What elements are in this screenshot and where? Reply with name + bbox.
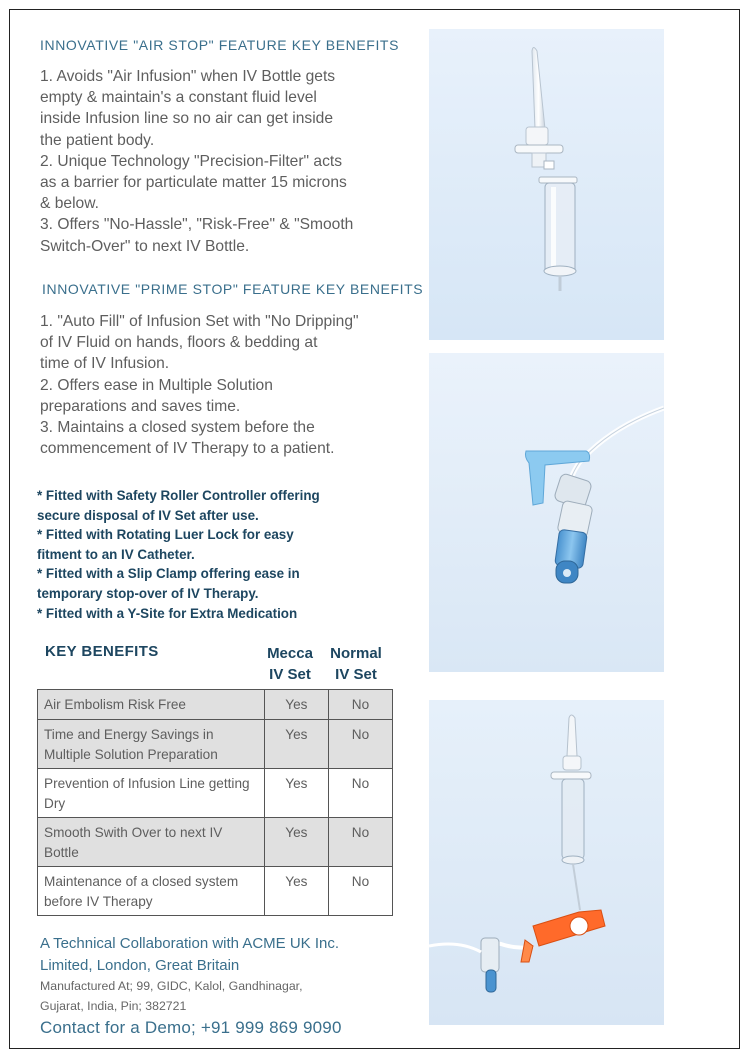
mecca-header-line: Mecca (267, 645, 313, 662)
normal-value: No (328, 690, 392, 720)
table-row (38, 818, 393, 867)
address-line: Gujarat, India, Pin; 382721 (40, 999, 187, 1013)
normal-header-line: IV Set (335, 666, 377, 683)
air-stop-line: Switch-Over" to next IV Bottle. (40, 237, 250, 255)
prime-stop-heading: INNOVATIVE "PRIME STOP" FEATURE KEY BENEFITS (42, 281, 424, 297)
collaboration-note (40, 933, 410, 976)
full-iv-set-photo (429, 700, 664, 1025)
mecca-value: Yes (264, 720, 328, 769)
air-stop-benefits (40, 66, 385, 257)
air-stop-line: inside Infusion line so no air can get inside (40, 110, 333, 128)
key-benefits-table (37, 689, 393, 916)
prime-stop-benefits (40, 311, 385, 459)
feature-line: * Fitted with a Slip Clamp offering ease in (37, 566, 300, 582)
table-row (38, 867, 393, 916)
air-stop-line: the patient body. (40, 131, 155, 149)
benefit-label: Air Embolism Risk Free (38, 690, 265, 720)
air-stop-line: 1. Avoids "Air Infusion" when IV Bottle gets (40, 68, 336, 85)
mecca-column-header (262, 643, 318, 685)
benefit-label: Maintenance of a closed system before IV Therapy (38, 867, 265, 916)
address-line: Manufactured At; 99, GIDC, Kalol, Gandhinagar, (40, 979, 303, 993)
air-stop-drip-chamber-photo (429, 29, 664, 340)
prime-stop-line: of IV Fluid on hands, floors & bedding at (40, 334, 318, 352)
air-stop-line: 2. Unique Technology "Precision-Filter" acts (40, 152, 343, 170)
prime-stop-luer-photo (429, 353, 664, 672)
normal-value: No (328, 720, 392, 769)
feature-list (37, 486, 367, 623)
prime-stop-line: time of IV Infusion. (40, 355, 170, 373)
normal-value: No (328, 867, 392, 916)
table-row (38, 720, 393, 769)
benefit-label: Smooth Swith Over to next IV Bottle (38, 818, 265, 867)
manufacturer-address (40, 976, 390, 1016)
prime-stop-line: 3. Maintains a closed system before the (40, 419, 315, 437)
air-stop-line: 3. Offers "No-Hassle", "Risk-Free" & "Smooth (40, 216, 354, 234)
key-benefits-title: KEY BENEFITS (45, 643, 159, 660)
prime-stop-line: 1. "Auto Fill" of Infusion Set with "No Dripping" (40, 313, 359, 330)
feature-line: * Fitted with Safety Roller Controller offering (37, 488, 320, 503)
benefit-label: Prevention of Infusion Line getting Dry (38, 769, 265, 818)
normal-column-header (326, 643, 386, 685)
normal-header-line: Normal (330, 645, 382, 662)
feature-line: fitment to an IV Catheter. (37, 546, 195, 562)
normal-value: No (328, 769, 392, 818)
collaboration-line: A Technical Collaboration with ACME UK Inc. (40, 935, 340, 952)
prime-stop-line: 2. Offers ease in Multiple Solution (40, 376, 273, 394)
prime-stop-line: commencement of IV Therapy to a patient. (40, 440, 335, 458)
air-stop-heading: INNOVATIVE "AIR STOP" FEATURE KEY BENEFITS (40, 37, 400, 53)
air-stop-line: as a barrier for particulate matter 15 microns (40, 174, 347, 192)
feature-line: secure disposal of IV Set after use. (37, 507, 259, 523)
normal-value: No (328, 818, 392, 867)
mecca-value: Yes (264, 818, 328, 867)
table-row (38, 690, 393, 720)
feature-line: temporary stop-over of IV Therapy. (37, 585, 259, 601)
feature-line: * Fitted with Rotating Luer Lock for easy (37, 527, 294, 543)
air-stop-line: empty & maintain's a constant fluid level (40, 89, 317, 107)
prime-stop-line: preparations and saves time. (40, 397, 241, 415)
collaboration-line: Limited, London, Great Britain (40, 956, 240, 974)
benefit-label: Time and Energy Savings in Multiple Solution Preparation (38, 720, 265, 769)
mecca-value: Yes (264, 867, 328, 916)
feature-line: * Fitted with a Y-Site for Extra Medication (37, 605, 298, 621)
mecca-value: Yes (264, 690, 328, 720)
contact-line: Contact for a Demo; +91 999 869 9090 (40, 1018, 342, 1037)
mecca-value: Yes (264, 769, 328, 818)
air-stop-line: & below. (40, 195, 99, 213)
mecca-header-line: IV Set (269, 666, 311, 683)
table-row (38, 769, 393, 818)
